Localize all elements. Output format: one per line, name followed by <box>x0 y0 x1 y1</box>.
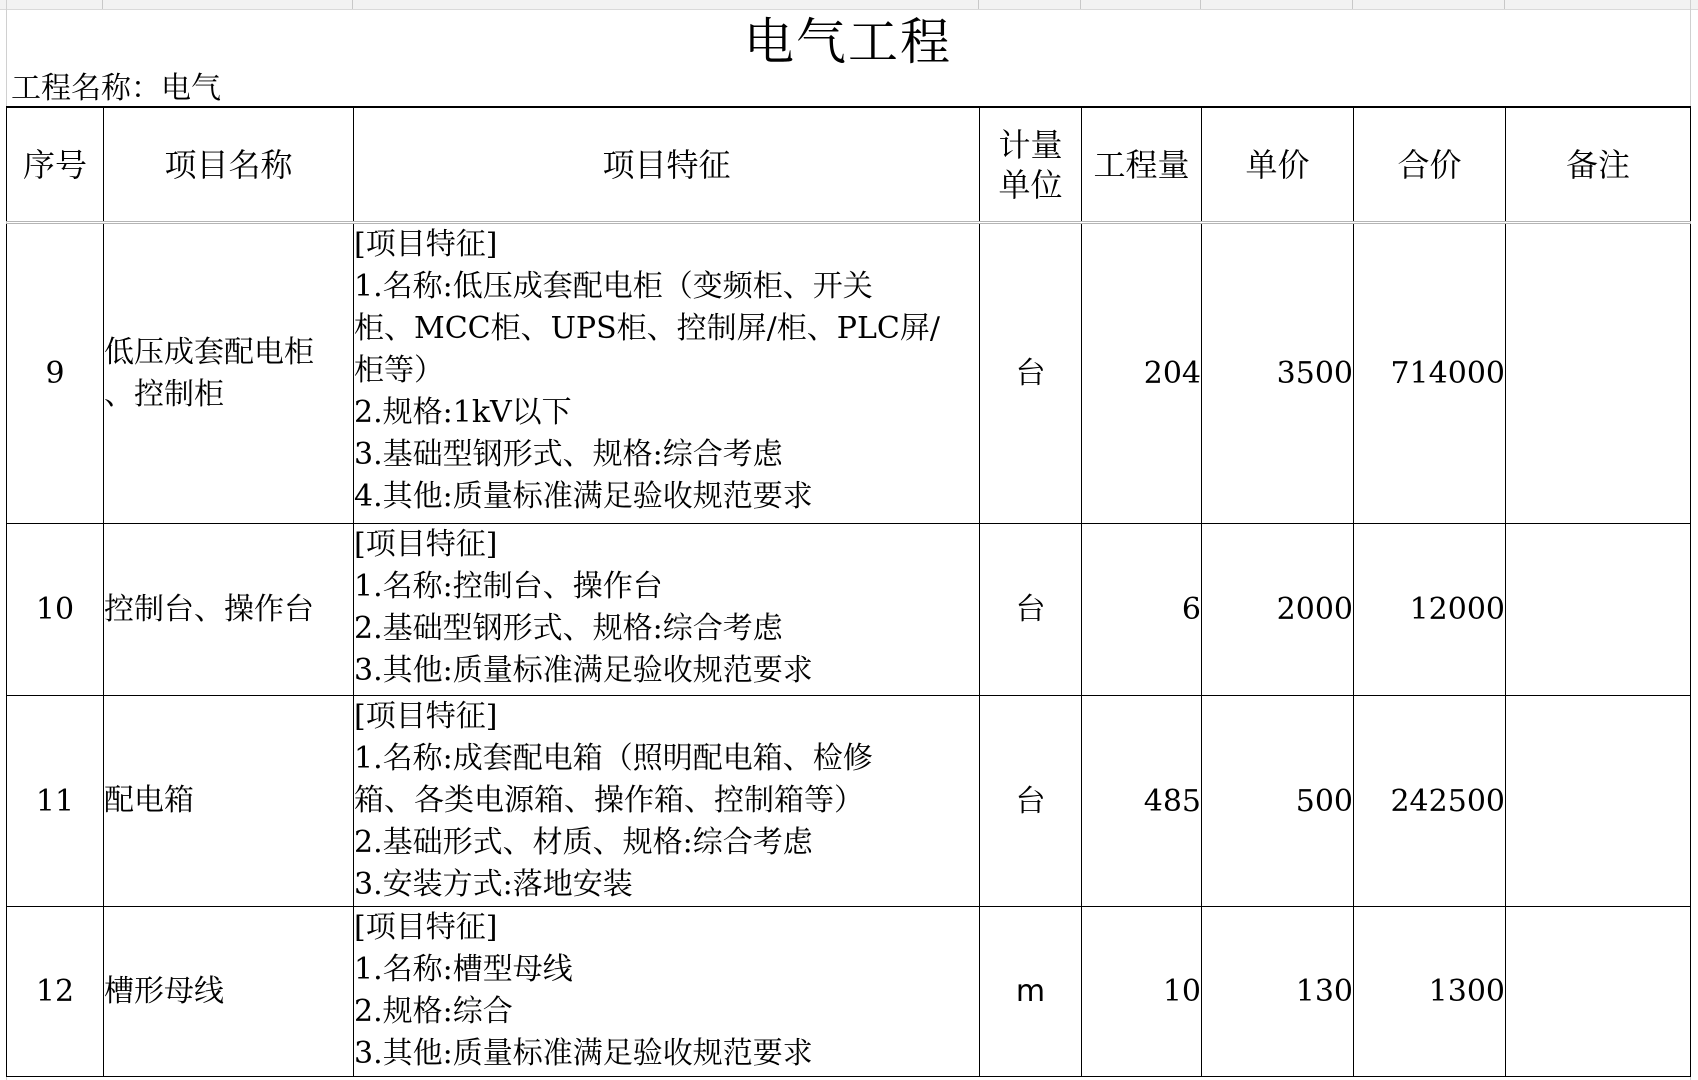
table-header-row <box>7 107 1691 223</box>
cell-total-price[interactable]: 12000 <box>1354 524 1506 696</box>
cell-no[interactable]: 11 <box>7 696 104 907</box>
cell-item-name-line: 槽形母线 <box>104 973 224 1009</box>
feature-line: 1.名称:低压成套配电柜（变频柜、开关 <box>354 269 873 304</box>
header-unit[interactable] <box>980 107 1082 223</box>
feature-line: [项目特征] <box>354 699 498 734</box>
cell-item-name-line: 低压成套配电柜 <box>104 334 314 370</box>
feature-line: 1.名称:成套配电箱（照明配电箱、检修 <box>354 741 873 776</box>
project-name-label: 工程名称： <box>11 71 161 106</box>
feature-line: 2.基础型钢形式、规格:综合考虑 <box>354 611 783 646</box>
cell-item-features[interactable] <box>354 696 980 907</box>
column-divider <box>1504 0 1505 9</box>
cell-remark[interactable] <box>1506 907 1691 1077</box>
cell-item-name-line: 、控制柜 <box>104 376 224 412</box>
cell-item-features[interactable] <box>354 524 980 696</box>
cell-item-name-line: 配电箱 <box>104 783 194 818</box>
column-divider <box>1080 0 1081 9</box>
cell-no[interactable]: 12 <box>7 907 104 1077</box>
feature-line: 4.其他:质量标准满足验收规范要求 <box>354 479 813 514</box>
column-divider <box>1352 0 1353 9</box>
feature-line: [项目特征] <box>354 227 498 262</box>
table-row <box>7 524 1691 696</box>
feature-line: 3.其他:质量标准满足验收规范要求 <box>354 1036 813 1071</box>
cell-total-price[interactable]: 1300 <box>1354 907 1506 1077</box>
feature-line: 2.规格:1kV以下 <box>354 395 572 430</box>
header-unit-line1: 计量 <box>998 125 1063 164</box>
feature-line: 3.基础型钢形式、规格:综合考虑 <box>354 437 783 472</box>
feature-line: [项目特征] <box>354 527 498 562</box>
cell-item-features[interactable] <box>354 907 980 1077</box>
feature-line: 柜、MCC柜、UPS柜、控制屏/柜、PLC屏/ <box>354 311 940 346</box>
feature-line: 1.名称:槽型母线 <box>354 952 573 987</box>
column-divider <box>978 0 979 9</box>
cell-unit-price[interactable]: 2000 <box>1202 524 1354 696</box>
cell-unit[interactable]: 台 <box>980 524 1082 696</box>
column-divider <box>352 0 353 9</box>
table-row <box>7 907 1691 1077</box>
column-divider <box>1200 0 1201 9</box>
cell-unit-price[interactable]: 500 <box>1202 696 1354 907</box>
header-item-features[interactable]: 项目特征 <box>354 107 980 223</box>
cell-unit[interactable]: 台 <box>980 696 1082 907</box>
project-name-line <box>11 70 1691 106</box>
cell-item-features[interactable] <box>354 223 980 524</box>
cell-total-price[interactable]: 242500 <box>1354 696 1506 907</box>
feature-line: 3.其他:质量标准满足验收规范要求 <box>354 653 813 688</box>
header-unit-price[interactable]: 单价 <box>1202 107 1354 223</box>
cell-unit[interactable]: 台 <box>980 223 1082 524</box>
header-item-name[interactable]: 项目名称 <box>104 107 354 223</box>
cell-unit-price[interactable]: 3500 <box>1202 223 1354 524</box>
cell-item-name[interactable] <box>104 524 354 696</box>
feature-line: 1.名称:控制台、操作台 <box>354 569 663 604</box>
column-header-strip <box>0 0 1698 10</box>
cell-unit[interactable]: m <box>980 907 1082 1077</box>
feature-line: [项目特征] <box>354 910 498 945</box>
cell-remark[interactable] <box>1506 696 1691 907</box>
header-no[interactable]: 序号 <box>7 107 104 223</box>
cell-item-name[interactable] <box>104 907 354 1077</box>
cell-item-name-line: 控制台、操作台 <box>104 591 314 627</box>
cell-no[interactable]: 9 <box>7 223 104 524</box>
feature-line: 柜等） <box>354 353 444 388</box>
feature-line: 箱、各类电源箱、操作箱、控制箱等） <box>354 783 864 818</box>
table-row <box>7 223 1691 524</box>
header-unit-line2: 单位 <box>998 165 1063 204</box>
feature-line: 2.基础形式、材质、规格:综合考虑 <box>354 825 813 860</box>
column-divider <box>102 0 103 9</box>
feature-line: 3.安装方式:落地安装 <box>354 867 633 902</box>
cell-no[interactable]: 10 <box>7 524 104 696</box>
cell-quantity[interactable]: 10 <box>1082 907 1202 1077</box>
header-quantity[interactable]: 工程量 <box>1082 107 1202 223</box>
project-name-value: 电气 <box>161 71 221 106</box>
feature-line: 2.规格:综合 <box>354 994 513 1029</box>
table-row <box>7 696 1691 907</box>
cell-item-name[interactable] <box>104 223 354 524</box>
header-total-price[interactable]: 合价 <box>1354 107 1506 223</box>
bill-of-quantities-table <box>6 106 1691 1077</box>
page-title: 电气工程 <box>744 13 952 71</box>
cell-quantity[interactable]: 6 <box>1082 524 1202 696</box>
cell-total-price[interactable]: 714000 <box>1354 223 1506 524</box>
cell-remark[interactable] <box>1506 524 1691 696</box>
header-remark[interactable]: 备注 <box>1506 107 1691 223</box>
cell-item-name[interactable] <box>104 696 354 907</box>
cell-quantity[interactable]: 485 <box>1082 696 1202 907</box>
cell-quantity[interactable]: 204 <box>1082 223 1202 524</box>
cell-unit-price[interactable]: 130 <box>1202 907 1354 1077</box>
cell-remark[interactable] <box>1506 223 1691 524</box>
